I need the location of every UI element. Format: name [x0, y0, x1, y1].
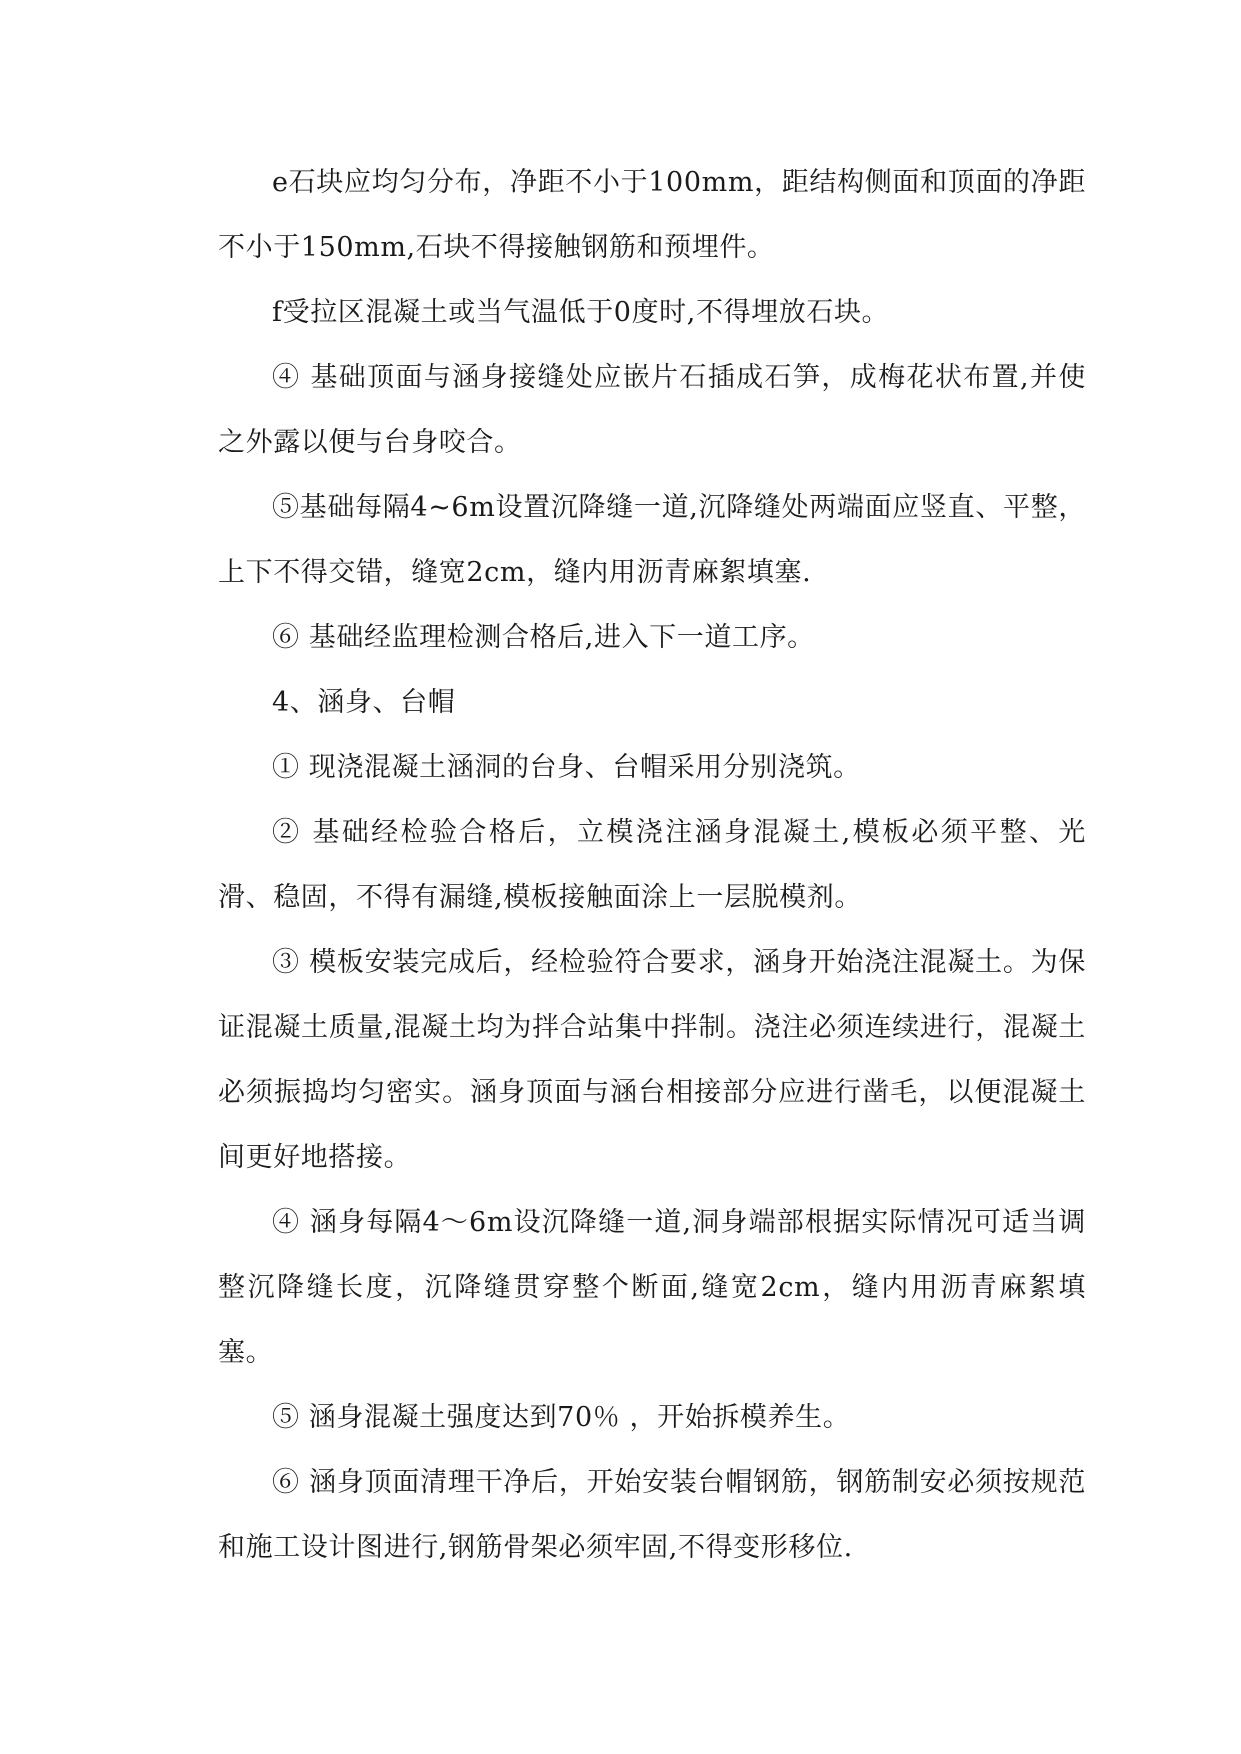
paragraph-foundation-settlement: ⑤基础每隔4~6m设置沉降缝一道,沉降缝处两端面应竖直、平整，上下不得交错，缝宽2cm，缝内用沥青麻絮填塞.: [218, 492, 1086, 588]
paragraph-formwork: ② 基础经检验合格后，立模浇注涵身混凝土,模板必须平整、光滑、稳固，不得有漏缝,模板接触面涂上一层脱模剂。: [218, 817, 1086, 913]
paragraph-body-settlement: ④ 涵身每隔4～6m设沉降缝一道,洞身端部根据实际情况可适当调整沉降缝长度，沉降缝贯穿整个断面,缝宽2cm，缝内用沥青麻絮填塞。: [218, 1207, 1086, 1368]
paragraph-cast-in-place: ① 现浇混凝土涵洞的台身、台帽采用分别浇筑。: [272, 752, 861, 783]
paragraph-foundation-joint: ④ 基础顶面与涵身接缝处应嵌片石插成石笋，成梅花状布置,并使之外露以便与台身咬合。: [218, 362, 1086, 458]
document-body: [218, 150, 1086, 1580]
paragraph-foundation-inspection: ⑥ 基础经监理检测合格后,进入下一道工序。: [272, 622, 815, 653]
paragraph-cap-rebar: ⑥ 涵身顶面清理干净后，开始安装台帽钢筋，钢筋制安必须按规范和施工设计图进行,钢筋骨架必须牢固,不得变形移位.: [218, 1467, 1086, 1563]
paragraph-stone-distribution: e石块应均匀分布，净距不小于100mm，距结构侧面和顶面的净距不小于150mm,石块不得接触钢筋和预埋件。: [218, 167, 1086, 263]
section-heading-culvert-body: 4、涵身、台帽: [272, 687, 456, 718]
paragraph-formwork-removal: ⑤ 涵身混凝土强度达到70％ ，开始拆模养生。: [272, 1402, 851, 1433]
paragraph-pouring: ③ 模板安装完成后，经检验符合要求，涵身开始浇注混凝土。为保证混凝土质量,混凝土均为拌合站集中拌制。浇注必须连续进行，混凝土必须振捣均匀密实。涵身顶面与涵台相接部分应进行凿毛，以便混凝土间更好地搭接。: [218, 947, 1086, 1173]
paragraph-tension-zone: f受拉区混凝土或当气温低于0度时,不得埋放石块。: [272, 297, 890, 328]
